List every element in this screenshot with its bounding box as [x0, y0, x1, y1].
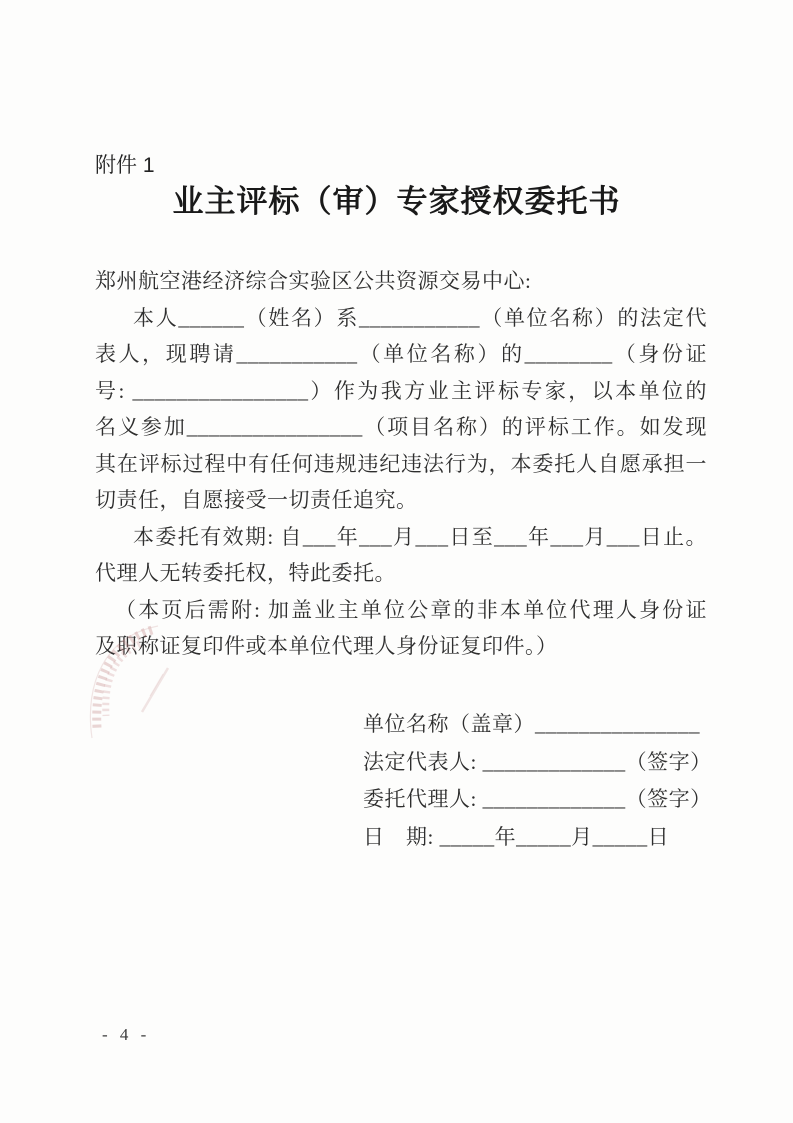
signature-line-date: 日 期: _____年_____月_____日 [363, 824, 670, 849]
body-line-recipient: 郑州航空港经济综合实验区公共资源交易中心: [95, 269, 532, 293]
signature-line-legal-rep: 法定代表人: _____________（签字） [363, 749, 712, 774]
attachment-label: 附件 1 [95, 154, 155, 177]
body-line-3: 表人，现聘请___________（单位名称）的________（身份证 [95, 342, 707, 366]
document-title: 业主评标（审）专家授权委托书 [172, 184, 621, 219]
document-body [95, 263, 707, 665]
body-line-note-1: （本页后需附: 加盖业主单位公章的非本单位代理人身份证 [115, 597, 707, 622]
body-line-2: 本人______（姓名）系___________（单位名称）的法定代 [133, 305, 707, 330]
signature-line-unit-name: 单位名称（盖章）_______________ [363, 712, 700, 736]
signature-line-agent: 委托代理人: _____________（签字） [363, 787, 712, 811]
body-line-7: 切责任，自愿接受一切责任追究。 [95, 488, 418, 512]
body-line-6: 其在评标过程中有任何违规违纪违法行为，本委托人自愿承担一 [95, 451, 707, 476]
signature-block [363, 706, 723, 856]
body-line-note-2: 及职称证复印件或本单位代理人身份证复印件。） [95, 634, 558, 658]
body-line-validity: 本委托有效期: 自___年___月___日至___年___月___日止。 [133, 524, 707, 549]
page-number: - 4 - [102, 1025, 151, 1044]
body-line-5: 名义参加________________（项目名称）的评标工作。如发现 [95, 415, 707, 439]
body-line-9: 代理人无转委托权，特此委托。 [95, 561, 396, 585]
body-line-4: 号: ________________）作为我方业主评标专家，以本单位的 [95, 378, 707, 403]
